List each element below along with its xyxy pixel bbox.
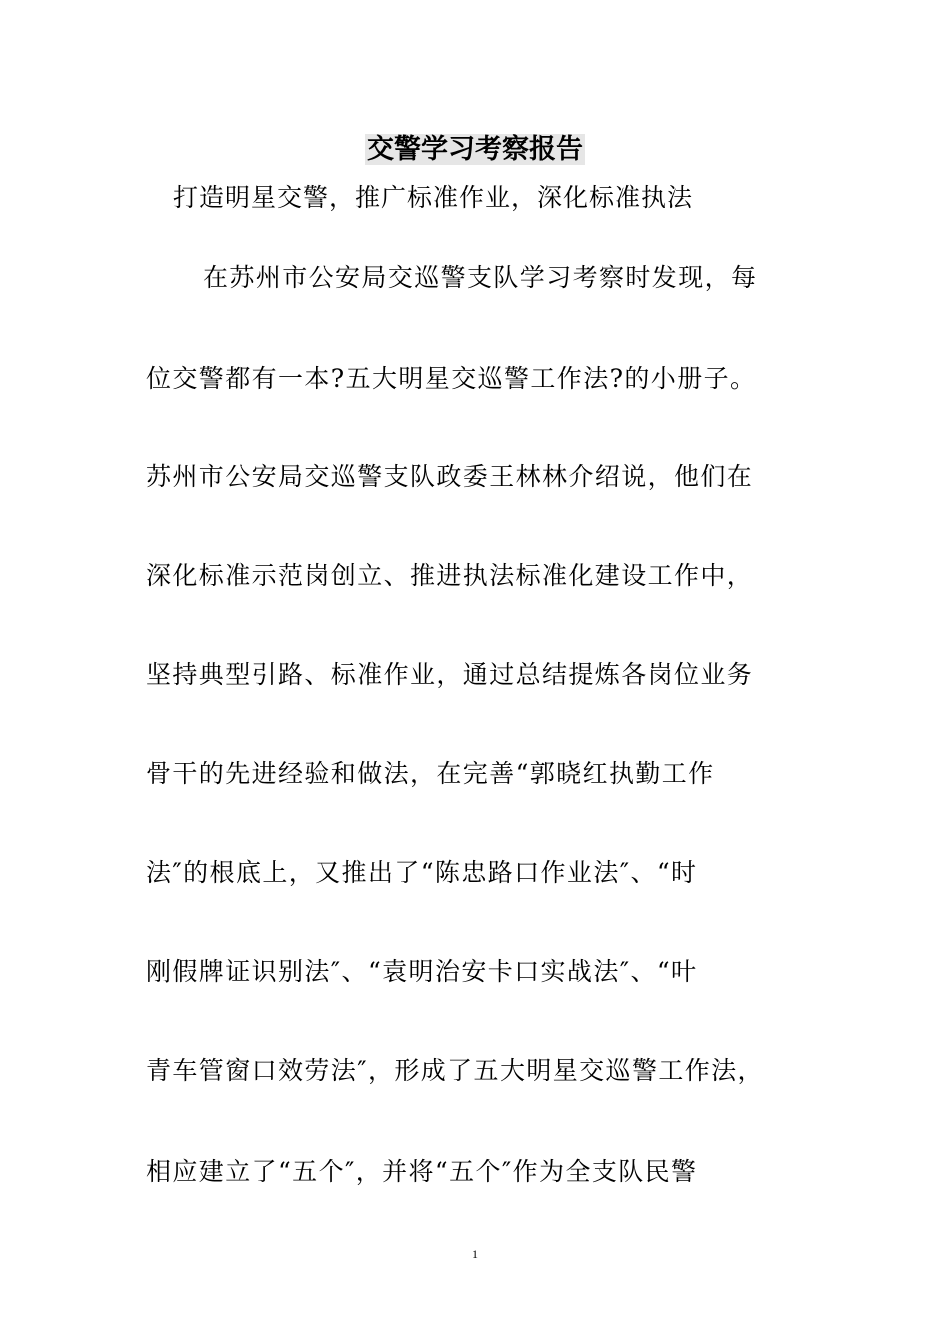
document-title-text: 交警学习考察报告: [367, 134, 583, 165]
paragraph-line: 刚假牌证识别法″、“袁明治安卡口实战法″、“叶: [146, 957, 698, 986]
document-title: [0, 131, 950, 169]
paragraph-line: 苏州市公安局交巡警支队政委王林林介绍说，他们在: [146, 462, 754, 491]
paragraph-line: 深化标准示范岗创立、推进执法标准化建设工作中，: [146, 561, 754, 590]
paragraph-line: 坚持典型引路、标准作业，通过总结提炼各岗位业务: [146, 660, 754, 689]
page-number: 1: [472, 1247, 478, 1261]
paragraph-line: 在苏州市公安局交巡警支队学习考察时发现，每: [203, 263, 758, 292]
document-subtitle: 打造明星交警，推广标准作业，深化标准执法: [173, 183, 694, 212]
paragraph-line: 骨干的先进经验和做法，在完善“郭晓红执勤工作: [146, 759, 715, 788]
paragraph-line: 相应建立了“五个″，并将“五个″作为全支队民警: [146, 1157, 698, 1186]
paragraph-line: 青车管窗口效劳法″，形成了五大明星交巡警工作法，: [146, 1056, 764, 1085]
paragraph-line: 位交警都有一本?五大明星交巡警工作法?的小册子。: [146, 364, 757, 393]
paragraph-line: 法″的根底上，又推出了“陈忠路口作业法″、“时: [146, 858, 698, 887]
